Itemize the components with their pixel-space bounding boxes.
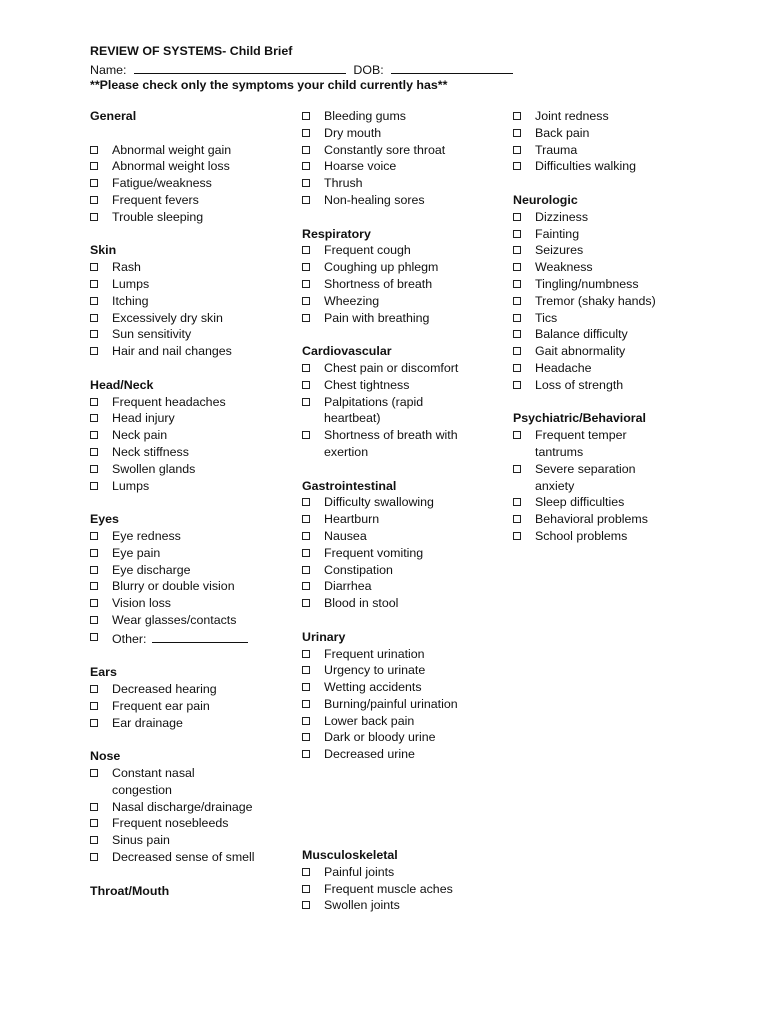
checkbox[interactable] [513,213,521,221]
checkbox[interactable] [90,599,98,607]
checkbox[interactable] [302,431,310,439]
checklist-item [513,242,693,259]
item-label: Wetting accidents [324,680,422,695]
checkbox[interactable] [90,582,98,590]
checkbox[interactable] [90,853,98,861]
item-label: Seizures [535,243,584,258]
other-field[interactable] [152,629,248,643]
checklist-item [513,461,693,495]
form-title: REVIEW OF SYSTEMS- Child Brief [90,44,293,58]
checkbox[interactable] [90,836,98,844]
item-label: Lumps [112,276,150,291]
checklist-item [90,698,280,715]
checklist-item [302,377,502,394]
checkbox[interactable] [90,431,98,439]
checklist-item [90,832,280,849]
checkbox[interactable] [90,465,98,473]
checkbox[interactable] [302,650,310,658]
checklist-item [302,578,502,595]
checklist-item [302,562,502,579]
item-label: Swollen joints [324,898,400,913]
checklist-item [90,799,280,816]
checkbox[interactable] [513,314,521,322]
checkbox[interactable] [90,719,98,727]
checklist-item [302,646,502,663]
checklist-item [90,595,280,612]
checklist-item [513,360,693,377]
checkbox[interactable] [302,297,310,305]
item-label: Loss of strength [535,377,624,392]
checklist-item [302,881,502,898]
checklist-item [90,629,280,648]
checklist-item [302,864,502,881]
item-label: Non-healing sores [324,192,425,207]
checkbox[interactable] [90,196,98,204]
column-3 [513,108,693,545]
checkbox[interactable] [302,717,310,725]
checkbox[interactable] [513,280,521,288]
item-label: Behavioral problems [535,512,648,527]
checklist-item [513,293,693,310]
checklist-item [302,713,502,730]
form-header [90,43,513,94]
checklist-item [513,494,693,511]
checklist-item [302,696,502,713]
checkbox[interactable] [90,482,98,490]
checklist-item [302,545,502,562]
checkbox[interactable] [513,381,521,389]
item-label: Decreased sense of smell [112,850,255,865]
checklist-item [302,142,502,159]
checklist-item [513,125,693,142]
checkbox[interactable] [90,146,98,154]
item-label: Pain with breathing [324,310,430,325]
checklist-item [90,715,280,732]
checkbox[interactable] [90,314,98,322]
item-label: Coughing up phlegm [324,260,439,275]
checkbox[interactable] [302,498,310,506]
item-label: Blood in stool [324,596,399,611]
item-label: Abnormal weight loss [112,159,230,174]
checklist-item [90,461,280,478]
item-label: Bleeding gums [324,109,406,123]
checkbox[interactable] [513,263,521,271]
checklist-item [90,276,280,293]
item-label: School problems [535,528,628,543]
checklist-item [90,209,280,226]
checkbox[interactable] [90,685,98,693]
checkbox[interactable] [302,515,310,523]
item-label: Swollen glands [112,461,196,476]
checklist-item [302,276,502,293]
item-label: Dry mouth [324,125,382,140]
checkbox[interactable] [302,666,310,674]
checklist-item [513,511,693,528]
checklist-item [513,528,693,545]
checklist-item [513,142,693,159]
item-label: Abnormal weight gain [112,142,232,157]
checklist-item [90,528,280,545]
item-label: Weakness [535,260,593,275]
checkbox[interactable] [513,230,521,238]
item-label: Frequent cough [324,243,411,258]
checkbox[interactable] [90,633,98,641]
item-label: Vision loss [112,596,172,611]
checkbox[interactable] [302,381,310,389]
checklist-item [302,662,502,679]
checklist-item [302,746,502,763]
section-title-cardiovascular: Cardiovascular [302,344,392,359]
section-title-neurologic: Neurologic [513,192,578,207]
checkbox[interactable] [302,733,310,741]
checklist-item [302,679,502,696]
checkbox[interactable] [90,347,98,355]
dob-label: DOB: [353,63,384,77]
checklist-item [302,511,502,528]
item-label: Hoarse voice [324,159,397,174]
name-dob-line [90,60,513,77]
item-label: Heartburn [324,512,380,527]
checklist-item [513,427,693,461]
checklist-item [90,175,280,192]
checklist-item [90,545,280,562]
item-label: Ear drainage [112,715,183,730]
item-label: Eye redness [112,528,181,543]
item-label: Decreased urine [324,747,415,762]
checklist-item [302,528,502,545]
checklist-item [90,310,280,327]
item-label: Frequent ear pain [112,698,210,713]
column-1 [90,108,280,899]
checkbox[interactable] [302,599,310,607]
item-label: Wear glasses/contacts [112,612,237,627]
checkbox[interactable] [302,280,310,288]
section-title-urinary: Urinary [302,629,346,644]
item-label: Diarrhea [324,579,372,594]
checklist-item [302,108,502,125]
checkbox[interactable] [302,868,310,876]
item-label: Frequent headaches [112,394,226,409]
checklist-item [90,427,280,444]
checklist-item [513,310,693,327]
checkbox[interactable] [513,246,521,254]
checkbox[interactable] [90,179,98,187]
item-label: Chest tightness [324,377,410,392]
item-label: Severe separation anxiety [535,461,636,493]
item-label: Trouble sleeping [112,209,204,224]
section-title-respiratory: Respiratory [302,226,371,241]
checklist-item [90,478,280,495]
checkbox[interactable] [302,146,310,154]
checklist-item [513,326,693,343]
checkbox[interactable] [302,901,310,909]
item-label: Shortness of breath [324,276,433,291]
item-label: Itching [112,293,149,308]
item-label: Dizziness [535,209,589,224]
checkbox[interactable] [302,532,310,540]
item-label: Frequent urination [324,646,425,661]
item-label: Lower back pain [324,713,415,728]
item-label: Excessively dry skin [112,310,223,325]
item-label: Tics [535,310,558,325]
checklist-item [302,158,502,175]
checkbox[interactable] [513,498,521,506]
checkbox[interactable] [302,398,310,406]
section-title-throat-mouth: Throat/Mouth [90,883,170,898]
item-label: Nasal discharge/drainage [112,799,253,814]
section-title-gastrointestinal: Gastrointestinal [302,478,397,493]
item-label: Fainting [535,226,580,241]
checklist-item [302,595,502,612]
column-2 [302,108,502,914]
item-label: Frequent temper tantrums [535,428,627,459]
item-label: Joint redness [535,109,609,123]
item-label: Thrush [324,176,363,191]
checkbox[interactable] [90,803,98,811]
checklist-item [302,360,502,377]
item-label: Decreased hearing [112,682,217,697]
item-label: Trauma [535,142,578,157]
section-title-musculoskeletal: Musculoskeletal [302,848,398,863]
item-label: Lumps [112,478,150,493]
checkbox[interactable] [513,515,521,523]
checkbox[interactable] [513,162,521,170]
section-title-ears: Ears [90,665,117,680]
item-label: Sun sensitivity [112,327,192,342]
checklist-item [302,125,502,142]
checkbox[interactable] [302,196,310,204]
checkbox[interactable] [302,566,310,574]
section-title-nose: Nose [90,749,121,764]
checkbox[interactable] [513,347,521,355]
item-label: Constipation [324,562,393,577]
item-label: Tingling/numbness [535,276,639,291]
checklist-item [302,494,502,511]
checkbox[interactable] [513,431,521,439]
item-label: Eye pain [112,545,161,560]
checkbox[interactable] [90,280,98,288]
checkbox[interactable] [90,549,98,557]
checkbox[interactable] [302,549,310,557]
item-label: Palpitations (rapid heartbeat) [324,394,424,426]
checkbox[interactable] [513,330,521,338]
item-label: Headache [535,360,592,375]
dob-field[interactable] [391,60,513,74]
checkbox[interactable] [513,297,521,305]
item-label: Difficulty swallowing [324,495,434,510]
checklist-item [302,192,502,209]
checkbox[interactable] [302,582,310,590]
section-title-head-neck: Head/Neck [90,377,154,392]
checkbox[interactable] [302,129,310,137]
item-label: Eye discharge [112,562,191,577]
item-label: Tremor (shaky hands) [535,293,656,308]
checkbox[interactable] [90,414,98,422]
checkbox[interactable] [302,162,310,170]
item-label: Fatigue/weakness [112,176,212,191]
section-title-general: General [90,109,137,123]
item-label: Neck pain [112,428,168,443]
item-label: Sleep difficulties [535,495,625,510]
checklist-item [513,108,693,125]
item-label: Urgency to urinate [324,663,426,678]
item-label: Hair and nail changes [112,344,232,359]
checkbox[interactable] [513,364,521,372]
checkbox[interactable] [90,330,98,338]
item-label: Neck stiffness [112,444,189,459]
checkbox[interactable] [90,297,98,305]
checkbox[interactable] [302,700,310,708]
checklist-item [302,175,502,192]
item-label: Constant nasal congestion [112,766,195,797]
checklist-item [90,815,280,832]
checkbox[interactable] [90,819,98,827]
checklist-item [90,578,280,595]
checkbox[interactable] [90,448,98,456]
checklist-item [90,293,280,310]
checkbox[interactable] [90,702,98,710]
item-label: Frequent muscle aches [324,881,453,896]
item-label: Chest pain or discomfort [324,360,459,375]
checkbox[interactable] [302,179,310,187]
checkbox[interactable] [90,213,98,221]
checklist-item [513,158,693,175]
checklist-item [90,410,280,427]
checklist-item [90,681,280,698]
item-label: Head injury [112,411,175,426]
section-title-eyes: Eyes [90,512,119,527]
checkbox[interactable] [302,263,310,271]
checkbox[interactable] [302,885,310,893]
checklist-item [302,293,502,310]
item-label: Wheezing [324,293,380,308]
checklist-item [90,259,280,276]
checklist-item [302,394,502,428]
checkbox[interactable] [513,532,521,540]
checklist-item [513,259,693,276]
checklist-item [90,849,280,866]
item-label: Back pain [535,125,590,140]
item-label: Shortness of breath with exertion [324,428,458,459]
checkbox[interactable] [302,112,310,120]
checklist-item [90,192,280,209]
checklist-item [513,226,693,243]
checkbox[interactable] [90,566,98,574]
checkbox[interactable] [90,532,98,540]
item-label: Difficulties walking [535,159,637,174]
checklist-item [90,158,280,175]
item-label: Frequent nosebleeds [112,816,229,831]
instructions: **Please check only the symptoms your child currently has** [90,78,448,92]
checklist-item [90,765,280,799]
item-label: Dark or bloody urine [324,730,436,745]
checklist-item [513,343,693,360]
section-title-skin: Skin [90,243,117,258]
checkbox[interactable] [513,112,521,120]
checkbox[interactable] [513,146,521,154]
item-label: Frequent fevers [112,192,199,207]
checklist-item [302,310,502,327]
checklist-item [90,326,280,343]
checkbox[interactable] [90,769,98,777]
checkbox[interactable] [302,314,310,322]
checklist-item [90,612,280,629]
checklist-item [513,209,693,226]
item-label: Gait abnormality [535,344,626,359]
checkbox[interactable] [302,246,310,254]
checklist-item [90,142,280,159]
checklist-item [302,259,502,276]
checklist-item [302,897,502,914]
item-label: Sinus pain [112,833,170,848]
checklist-item [302,242,502,259]
item-label: Nausea [324,528,367,543]
checkbox[interactable] [302,750,310,758]
section-title-psychiatric-behavioral: Psychiatric/Behavioral [513,411,646,426]
checklist-item [513,377,693,394]
checkbox[interactable] [90,398,98,406]
checkbox[interactable] [90,263,98,271]
checkbox[interactable] [90,616,98,624]
item-label: Blurry or double vision [112,579,235,594]
item-label: Other: [112,631,147,646]
checkbox[interactable] [90,162,98,170]
checklist-item [90,444,280,461]
item-label: Burning/painful urination [324,696,458,711]
checklist-item [302,427,502,461]
name-field[interactable] [134,60,346,74]
name-label: Name: [90,63,127,77]
item-label: Balance difficulty [535,327,628,342]
checklist-item [90,394,280,411]
checklist-item [90,343,280,360]
checklist-item [513,276,693,293]
checkbox[interactable] [302,683,310,691]
item-label: Rash [112,260,141,275]
item-label: Painful joints [324,864,395,879]
checkbox[interactable] [513,129,521,137]
item-label: Frequent vomiting [324,545,424,560]
item-label: Constantly sore throat [324,142,446,157]
checkbox[interactable] [302,364,310,372]
checklist-item [90,562,280,579]
checklist-item [302,729,502,746]
checkbox[interactable] [513,465,521,473]
